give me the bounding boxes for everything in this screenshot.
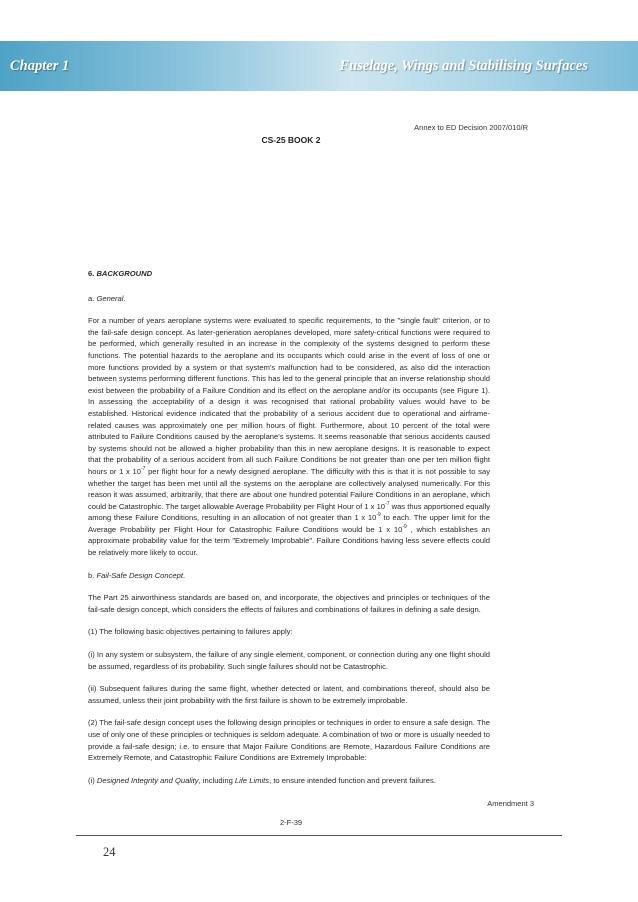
footer-rule xyxy=(76,835,562,836)
para-a-text-3: was thus apportioned equally among these Failure Conditions, resulting in an allocation of not greater than 1 x 10 xyxy=(88,501,490,523)
heading-number: 6. xyxy=(88,269,97,278)
item-1-i: (i) In any system or subsystem, the failure of any single element, component, or connection during any one flight should be assumed, regardless of its probability. Such single failures should not be Catastrophic. xyxy=(88,650,490,671)
exponent: -9 xyxy=(376,512,381,519)
exponent: -7 xyxy=(385,500,390,507)
item-1-ii: (ii) Subsequent failures during the same flight, whether detected or latent, and combinations thereof, should also be assumed, unless their joint probability with the first failure is shown to be extremely improbable. xyxy=(88,684,490,705)
subsection-b-label: b. Fail-Safe Design Concept. xyxy=(88,570,186,580)
heading-title: BACKGROUND xyxy=(96,269,153,278)
book-title: CS-25 BOOK 2 xyxy=(261,135,321,145)
annex-reference: Annex to ED Decision 2007/010/R xyxy=(414,123,528,132)
para-a-text-4: to each. The upper limit for the Average Probability per Flight Hour for Catastrophic Failure Conditions would be 1 x 10 xyxy=(88,513,490,534)
subsection-b-title: Fail-Safe Design Concept xyxy=(96,570,183,580)
item-2-i-prefix: (i) xyxy=(88,775,97,785)
section-title: Fuselage, Wings and Stabilising Surfaces xyxy=(339,58,588,74)
item-2-i-suffix: , to ensure intended function and prevent failures. xyxy=(269,775,436,785)
para-a-text-2: per flight hour for a newly designed aeroplane. The difficulty with this is that it is not possible to say whether the target has been met until all the systems on the aeroplane are collectively analysed numerically. For this reason it was assumed, arbitrarily, that there are about one hundred potential Failure Conditions in an aeroplane, which could be Catastrophic. The target allowable Average Probability per Flight Hour of 1 x 10 xyxy=(88,466,490,511)
item-2-i-mid: , including xyxy=(198,775,235,785)
item-2-i xyxy=(88,775,490,787)
chapter-label: Chapter 1 xyxy=(10,58,70,74)
para-a-text-1: For a number of years aeroplane systems were evaluated to specific requirements, to the "single fault" criterion, or to the fail-safe design concept. As later-generation aeroplanes developed, more safety-critical functions were required to be performed, which generally resulted in an increase in the complexity of the systems designed to perform these functions. The potential hazards to the aeroplane and its occupants which could arise in the event of loss of one or more functions provided by a system or that system's malfunction had to be considered, as also did the interaction between systems performing different functions. This has led to the general principle that an inverse relationship should exist between the probability of a Failure Condition and its effect on the aeroplane and/or its occupants (see Figure 1). In assessing the acceptability of a design it was recognised that rational probability values would have to be established. Historical evidence indicated that the probability of a serious accident due to operational and airframe-related causes was approximately one per million hours of flight. Furthermore, about 10 percent of the total were attributed to Failure Conditions caused by the aeroplane's systems. It seems reasonable that serious accidents caused by systems should not be allowed a higher probability than this in new aeroplane designs. It is reasonable to expect that the probability of a serious accident from all such Failure Conditions be not greater than one per ten million flight hours or 1 x 10 xyxy=(88,316,490,476)
item-1: (1) The following basic objectives pertaining to failures apply: xyxy=(88,627,293,637)
exponent: -9 xyxy=(402,523,407,530)
page-number: 24 xyxy=(103,845,116,859)
document-body xyxy=(88,268,490,797)
page-reference: 2-F-39 xyxy=(279,818,303,827)
paragraph-general xyxy=(88,315,490,558)
exponent: -7 xyxy=(140,465,146,472)
para-a-text-5: , which establishes an approximate probability value for the term "Extremely Improbable". Failure Conditions having less severe effects could be relatively more likely to occur. xyxy=(88,524,490,558)
subsection-a-title: General xyxy=(96,293,124,303)
item-2-i-italic2: Life Limits xyxy=(234,775,270,785)
chapter-banner xyxy=(0,41,638,91)
item-2: (2) The fail-safe design concept uses the following design principles or techniques in order to ensure a safe design. The use of only one of these principles or techniques is seldom adequate. A combination of two or more is usually needed to provide a fail-safe design; i.e. to ensure that Major Failure Conditions are Remote, Hazardous Failure Conditions are Extremely Remote, and Catastrophic Failure Conditions are Extremely Improbable: xyxy=(88,718,490,763)
paragraph-fail-safe: The Part 25 airworthiness standards are based on, and incorporate, the objectives and principles or techniques of the fail-safe design concept, which considers the effects of failures and combinations of failures in defining a safe design. xyxy=(88,593,490,614)
item-2-i-italic: Designed Integrity and Quality xyxy=(96,775,199,785)
amendment-label: Amendment 3 xyxy=(487,799,534,808)
subsection-a-label: a. General. xyxy=(88,293,126,303)
section-heading xyxy=(88,268,490,280)
